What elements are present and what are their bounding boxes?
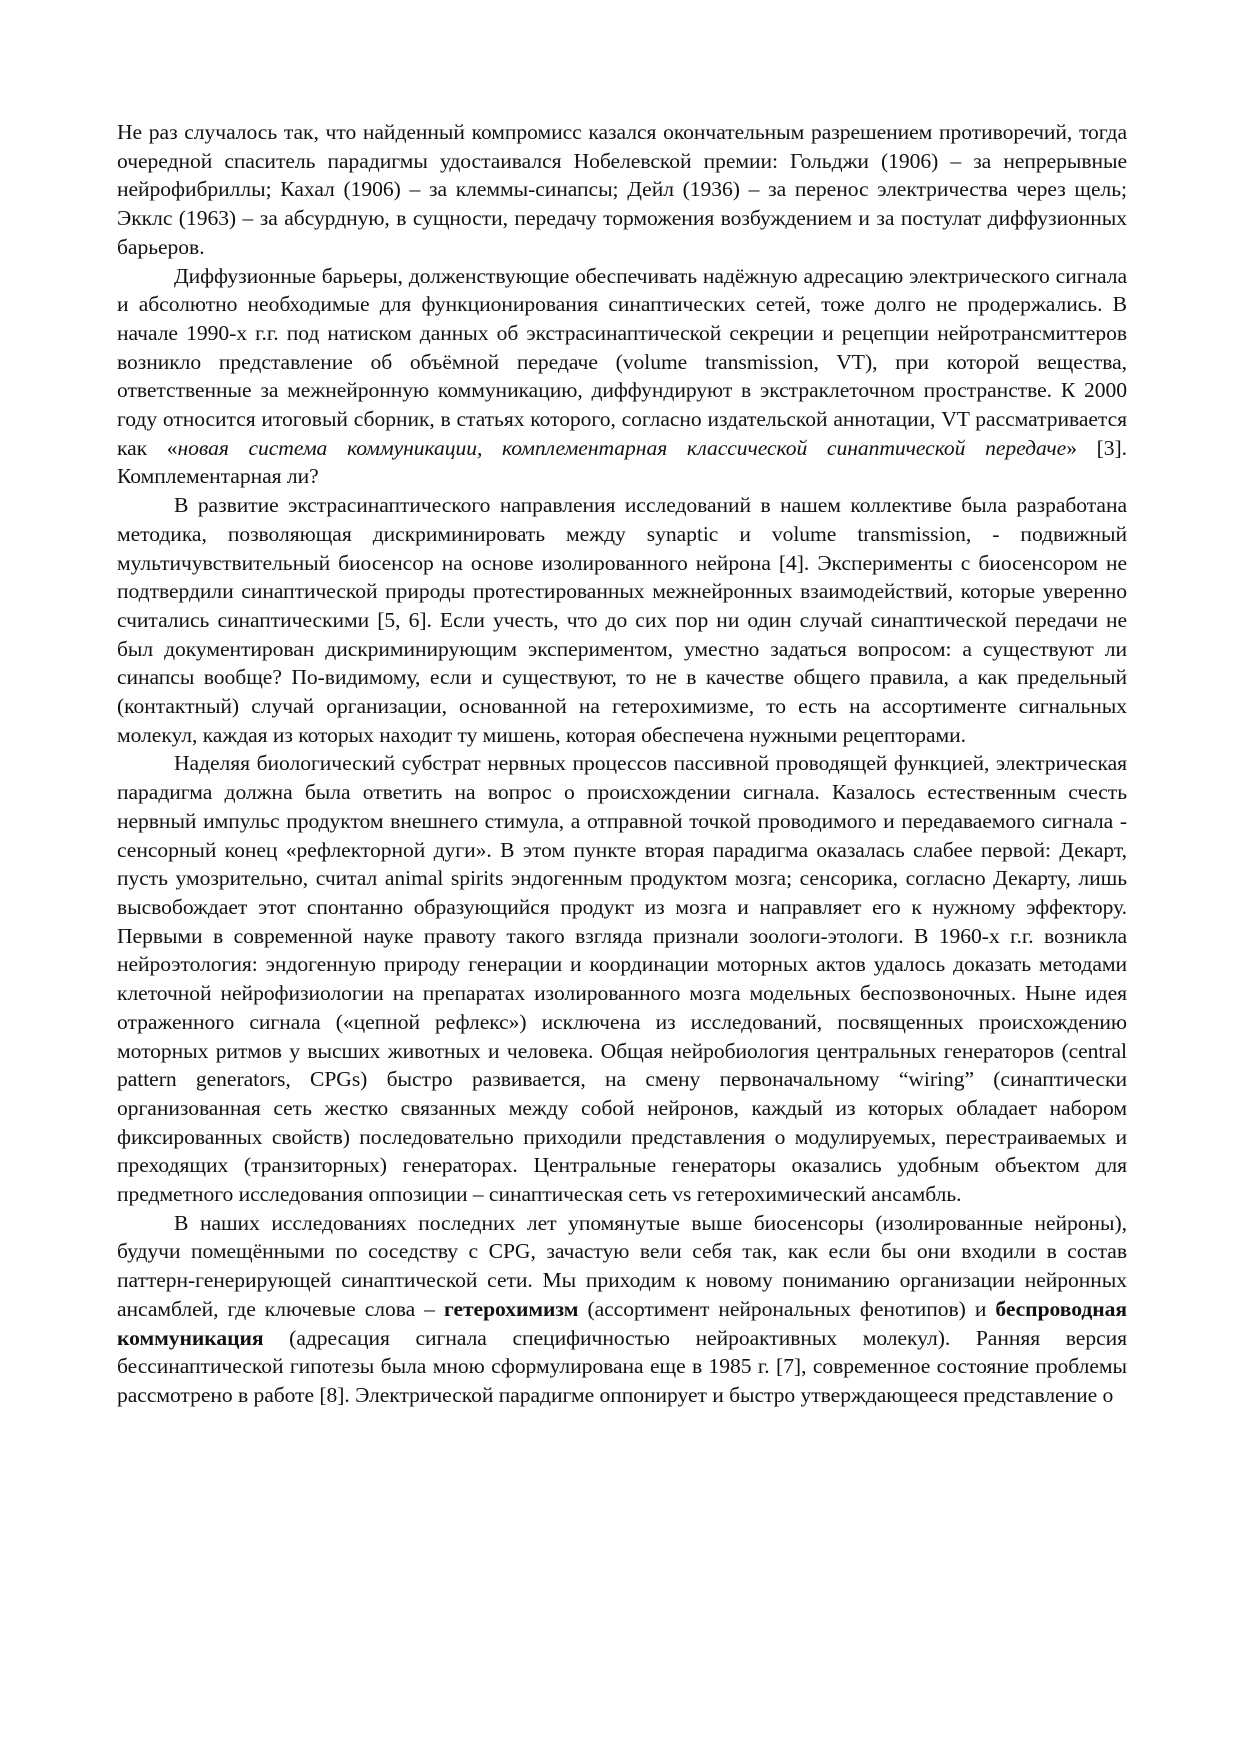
paragraph-4-text: Наделяя биологический субстрат нервных процессов пассивной проводящей функцией, электрическая парадигма должна была ответить на вопрос о происхождении сигнала. Казалось естественным счесть нервный импульс продуктом внешнего стимула, а отправной точкой проводимого и передаваемого сигнала - сенсорный конец «рефлекторной дуги». В этом пункте вторая парадигма оказалась слабее первой: Декарт, пусть умозрительно, считал animal spirits эндогенным продуктом мозга; сенсорика, согласно Декарту, лишь высвобождает этот спонтанно образующийся продукт из мозга и направляет его к нужному эффектору. Первыми в современной науке правоту такого взгляда признали зоологи-этологи. В 1960-х г.г. возникла нейроэтология: эндогенную природу генерации и координации моторных актов удалось доказать методами клеточной нейрофизиологии на препаратах изолированного мозга модельных беспозвоночных. Ныне идея отраженного сигнала («цепной рефлекс») исключена из исследований, посвященных происхождению моторных ритмов у высших животных и человека. Общая нейробиология центральных генераторов (central pattern generators, CPGs) быстро развивается, на смену первоначальному “wiring” (синаптически организованная сеть жестко связанных между собой нейронов, каждый из которых обладает набором фиксированных свойств) последовательно приходили представления о модулируемых, перестраиваемых и преходящих (транзиторных) генераторах. Центральные генераторы оказались удобным объектом для предметного исследования оппозиции – синаптическая сеть vs гетерохимический ансамбль. [117, 751, 1127, 1207]
paragraph-3-text: В развитие экстрасинаптического направления исследований в нашем коллективе была разработана методика, позволяющая дискриминировать между synaptic и volume transmission, - подвижный мультичувствительный биосенсор на основе изолированного нейрона [4]. Эксперименты с биосенсором не подтвердили синаптической природы протестированных межнейронных взаимодействий, которые уверенно считались синаптическими [5, 6]. Если учесть, что до сих пор ни один случай синаптической передачи не был документирован дискриминирующим экспериментом, уместно задаться вопросом: а существуют ли синапсы вообще? По-видимому, если и существуют, то не в качестве общего правила, а как предельный (контактный) случай организации, основанной на гетерохимизме, то есть на ассортименте сигнальных молекул, каждая из которых находит ту мишень, которая обеспечена нужными рецепторами. [117, 493, 1127, 747]
paragraph-1 [117, 118, 1127, 262]
paragraph-4 [117, 749, 1127, 1208]
paragraph-5-bold-term-1: гетерохимизм [443, 1296, 579, 1321]
paragraph-2-italic-quote: новая система коммуникации, комплементарная классической синаптической передаче [177, 435, 1067, 460]
paragraph-1-text: Не раз случалось так, что найденный компромисс казался окончательным разрешением противоречий, тогда очередной спаситель парадигмы удостаивался Нобелевской премии: Гольджи (1906) – за непрерывные нейрофибриллы; Кахал (1906) – за клеммы-синапсы; Дейл (1936) – за перенос электричества через щель; Экклс (1963) – за абсурдную, в сущности, передачу торможения возбуждением и за постулат диффузионных барьеров. [117, 120, 1127, 259]
document-page [117, 118, 1127, 1410]
paragraph-5-text-b: (ассортимент нейрональных фенотипов) и [578, 1296, 996, 1321]
paragraph-2-text-b: » [3]. Комплементарная ли? [117, 435, 1127, 489]
paragraph-5 [117, 1209, 1127, 1410]
paragraph-2-text-a: Диффузионные барьеры, долженствующие обеспечивать надёжную адресацию электрического сигнала и абсолютно необходимые для функционирования синаптических сетей, тоже долго не продержались. В начале 1990-х г.г. под натиском данных об экстрасинаптической секреции и рецепции нейротрансмиттеров возникло представление об объёмной передаче (volume transmission, VT), при которой вещества, ответственные за межнейронную коммуникацию, диффундируют в экстраклеточном пространстве. К 2000 году относится итоговый сборник, в статьях которого, согласно издательской аннотации, VT рассматривается как « [117, 263, 1127, 460]
paragraph-5-bold-term-2: беспроводная коммуникация [117, 1296, 1127, 1350]
paragraph-3 [117, 491, 1127, 749]
paragraph-2 [117, 262, 1127, 492]
paragraph-5-text-a: В наших исследованиях последних лет упомянутые выше биосенсоры (изолированные нейроны), будучи помещёнными по соседству с CPG, зачастую вели себя так, как если бы они входили в состав паттерн-генерирующей синаптической сети. Мы приходим к новому пониманию организации нейронных ансамблей, где ключевые слова – [117, 1210, 1127, 1321]
paragraph-5-text-c: (адресация сигнала специфичностью нейроактивных молекул). Ранняя версия бессинаптической гипотезы была мною сформулирована еще в 1985 г. [7], современное состояние проблемы рассмотрено в работе [8]. Электрической парадигме оппонирует и быстро утверждающееся представление о [117, 1325, 1127, 1407]
